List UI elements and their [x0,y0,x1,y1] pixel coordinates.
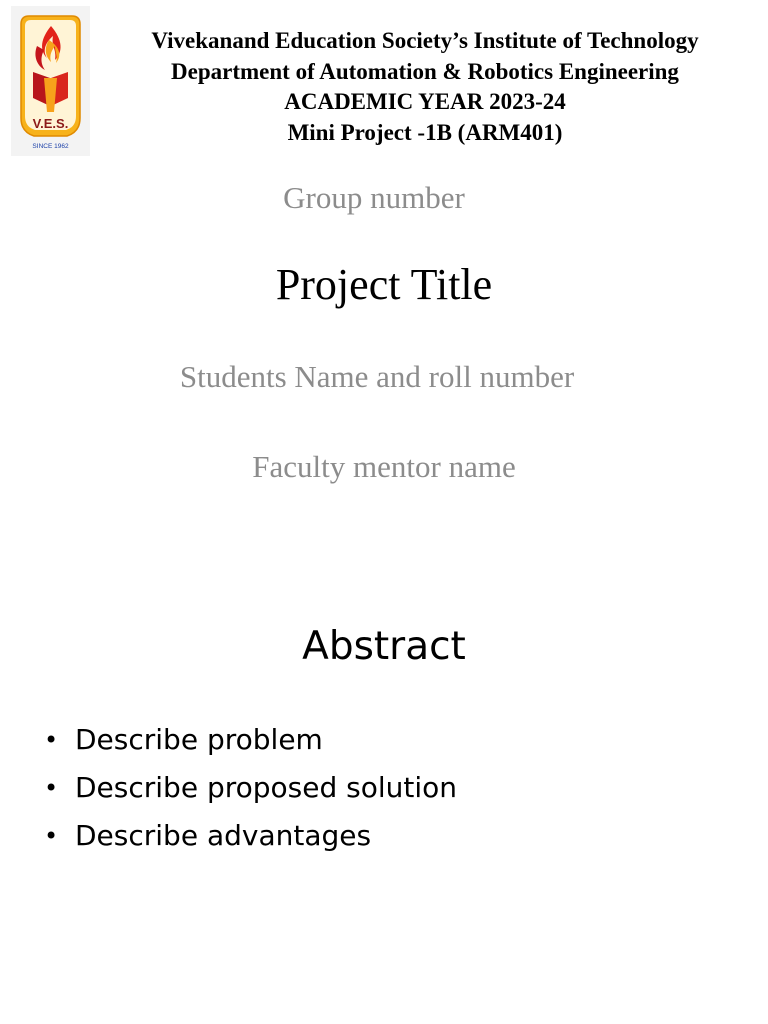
institute-name: Vivekanand Education Society’s Institute of Technology [151,28,699,53]
bullet-icon: • [44,726,59,754]
bullet-text: Describe proposed solution [75,771,458,804]
mentor-placeholder: Faculty mentor name [252,449,516,484]
project-title: Project Title [275,260,493,309]
logo-since-text: SINCE 1962 [32,143,69,150]
list-item [44,716,457,764]
bullet-icon: • [44,822,59,850]
students-placeholder: Students Name and roll number [179,359,575,394]
list-item [44,764,457,812]
list-item [44,812,457,860]
logo-text: V.E.S. [32,116,69,131]
academic-year: ACADEMIC YEAR 2023-24 [284,89,566,114]
department-name: Department of Automation & Robotics Engineering [171,58,679,84]
bullet-icon: • [44,774,59,802]
abstract-heading: Abstract [302,624,466,669]
abstract-bullet-list [44,716,457,860]
bullet-text: Describe advantages [75,819,372,852]
ves-logo-icon [11,6,90,156]
group-number-placeholder: Group number [283,180,465,215]
document-header [100,26,750,148]
course-name: Mini Project -1B (ARM401) [287,119,563,145]
bullet-text: Describe problem [75,723,323,756]
